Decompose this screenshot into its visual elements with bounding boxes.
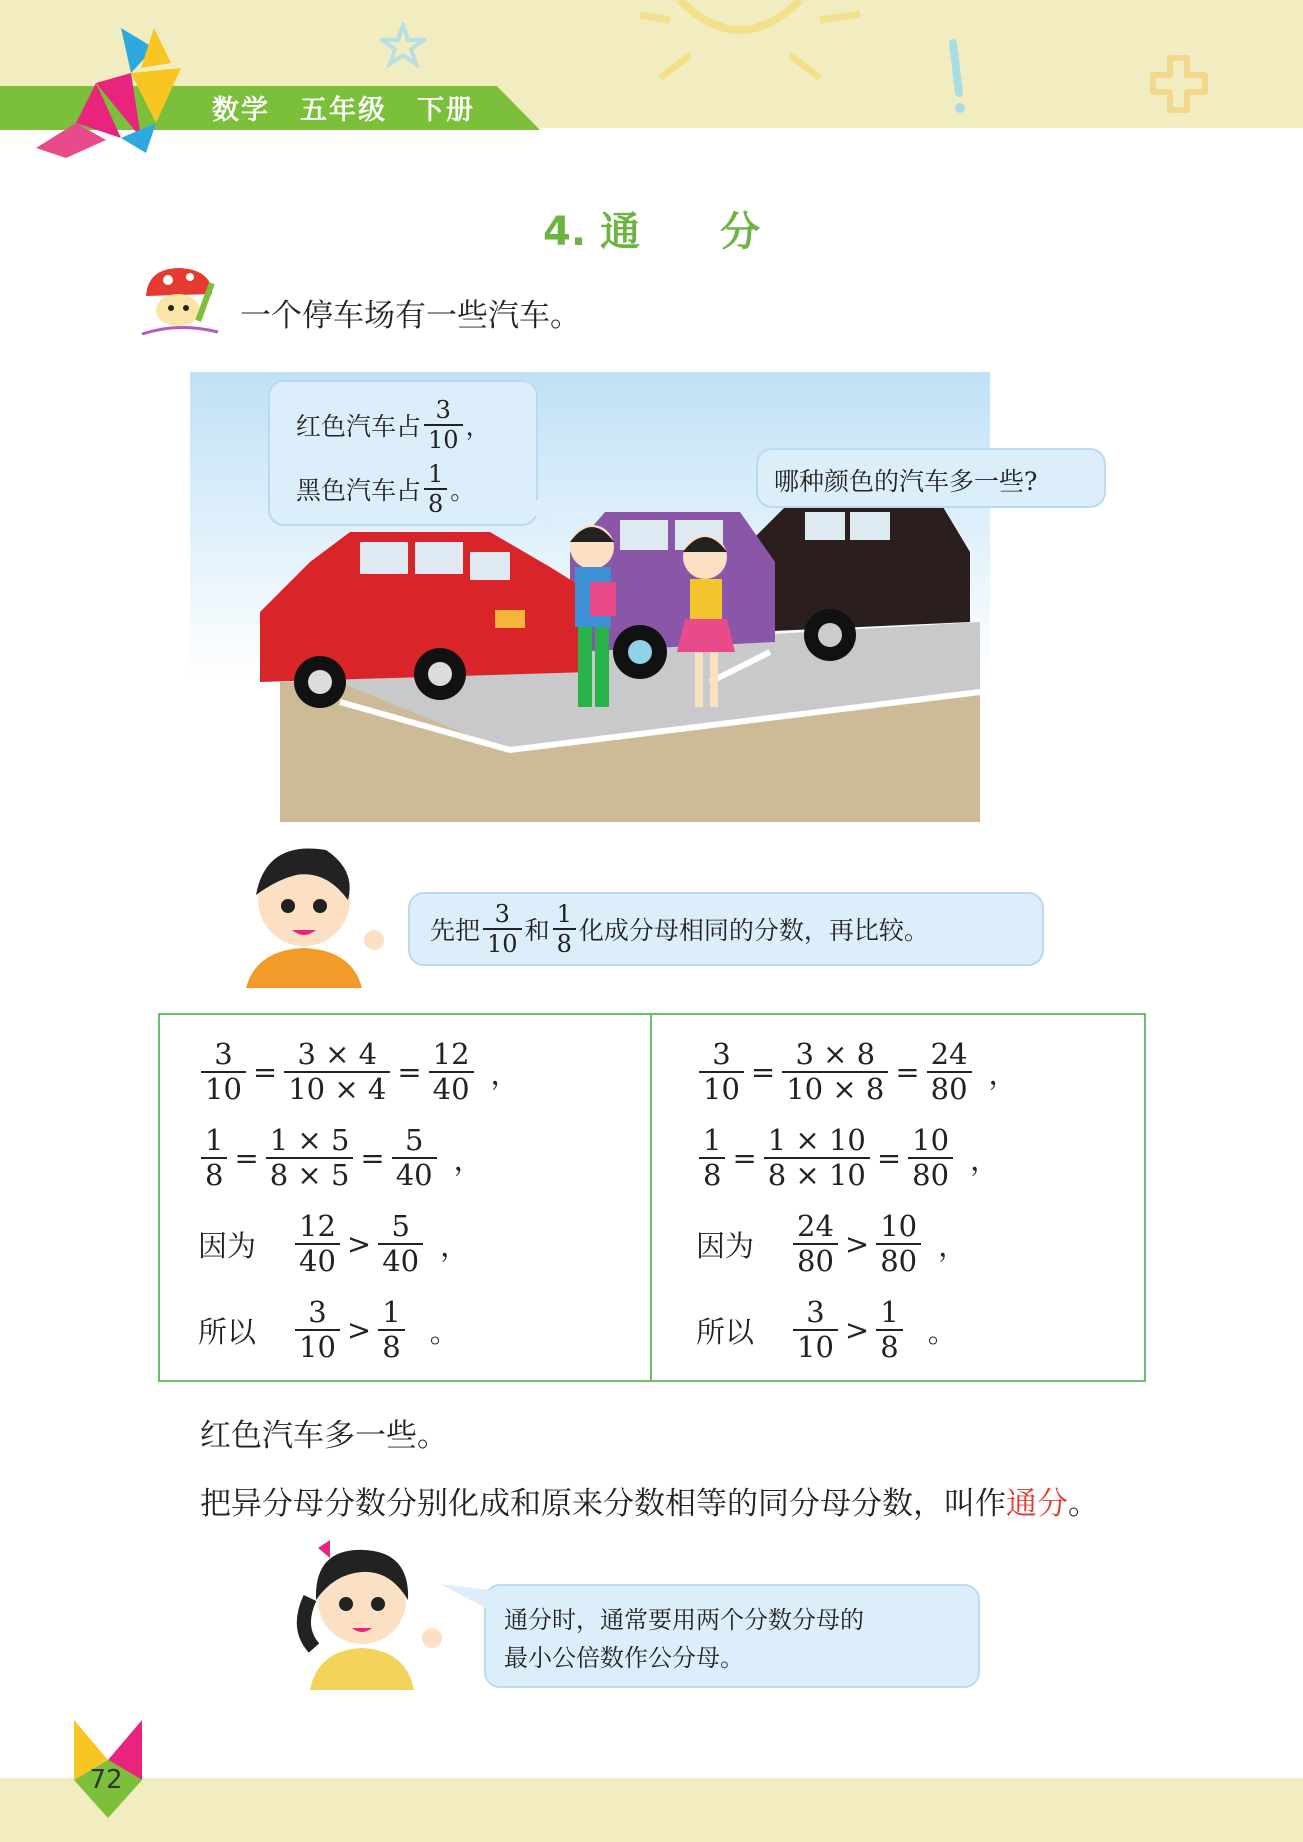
equals-sign: = — [252, 1055, 278, 1089]
fraction-1-8: $\frac{1}{8}$ — [553, 902, 576, 956]
fraction: $\frac{3}{10}$ — [699, 1040, 744, 1104]
right-row-4 — [696, 1295, 957, 1364]
speech-bubble-red-black — [268, 380, 538, 526]
speech-bubble-question — [756, 448, 1106, 508]
tangram-logo-icon — [36, 28, 186, 158]
therefore-label: 所以 — [696, 1314, 755, 1349]
because-label: 因为 — [198, 1228, 257, 1263]
section-title: 4. 通 分 — [543, 209, 760, 255]
left-row-3 — [198, 1209, 470, 1278]
bubble-line2-prefix: 黑色汽车占 — [296, 476, 422, 505]
girl-character-icon — [290, 1538, 450, 1690]
equals-sign: = — [360, 1141, 385, 1175]
left-row-2 — [198, 1123, 483, 1192]
exclamation-decoration-icon — [935, 38, 975, 118]
fraction: $\frac{1}{8}$ — [699, 1126, 725, 1190]
left-row-4 — [198, 1295, 459, 1364]
speech-bubble-girl — [484, 1584, 980, 1688]
fraction: $\frac{3}{10}$ — [793, 1298, 838, 1362]
fraction: $\frac{12}{40}$ — [295, 1212, 340, 1276]
fraction: $\frac{5}{40}$ — [392, 1126, 437, 1190]
row-end: ， — [440, 1228, 470, 1263]
right-row-2 — [696, 1123, 1000, 1192]
calculation-box-divider — [650, 1013, 652, 1382]
fraction: $\frac{10}{80}$ — [908, 1126, 953, 1190]
greater-than-sign: > — [844, 1313, 870, 1347]
fraction: $\frac{24}{80}$ — [927, 1040, 972, 1104]
question-text: 哪种颜色的汽车多一些? — [774, 467, 1038, 496]
fraction: $\frac{1}{8}$ — [201, 1126, 227, 1190]
sun-decoration-icon — [620, 0, 900, 80]
greater-than-sign: > — [844, 1227, 870, 1261]
fraction-1-8: $\frac{1}{8}$ — [424, 462, 447, 516]
fraction-3-10: $\frac{3}{10}$ — [483, 902, 522, 956]
header-text — [212, 88, 505, 127]
footer-band — [0, 1778, 1303, 1842]
fraction: $\frac{1}{8}$ — [378, 1298, 404, 1362]
row-end: 。 — [927, 1314, 957, 1349]
row-end: ， — [490, 1056, 520, 1091]
equals-sign: = — [732, 1141, 757, 1175]
fraction: $\frac{1 \times 5}{8 \times 5}$ — [266, 1126, 354, 1190]
definition-end: 。 — [1068, 1486, 1099, 1522]
bubble-line1-prefix: 红色汽车占 — [296, 412, 422, 441]
greater-than-sign: > — [346, 1227, 372, 1261]
tip-line-2: 最小公倍数作公分母。 — [504, 1644, 744, 1672]
fraction: $\frac{1}{8}$ — [876, 1298, 902, 1362]
star-decoration-icon — [380, 22, 426, 68]
fraction: $\frac{3}{10}$ — [295, 1298, 340, 1362]
bubble-tail — [520, 500, 560, 540]
right-row-3 — [696, 1209, 968, 1278]
row-end: ， — [970, 1142, 1000, 1177]
equals-sign: = — [234, 1141, 259, 1175]
fraction: $\frac{1 \times 10}{8 \times 10}$ — [764, 1126, 870, 1190]
boy-suffix: 化成分母相同的分数，再比较。 — [578, 916, 929, 945]
plus-decoration-icon — [1145, 50, 1215, 120]
equals-sign: = — [876, 1141, 902, 1175]
definition-body: 把异分母分数分别化成和原来分数相等的同分母分数，叫作 — [200, 1486, 1006, 1522]
conclusion-text: 红色汽车多一些。 — [200, 1418, 448, 1454]
intro-text: 一个停车场有一些汽车。 — [240, 298, 581, 334]
fraction: $\frac{3}{10}$ — [201, 1040, 246, 1104]
fraction: $\frac{24}{80}$ — [793, 1212, 838, 1276]
bubble-tail — [440, 1584, 490, 1614]
fraction: $\frac{3 \times 8}{10 \times 8}$ — [782, 1040, 888, 1104]
fraction: $\frac{3 \times 4}{10 \times 4}$ — [284, 1040, 390, 1104]
equals-sign: = — [750, 1055, 776, 1089]
bubble-line2-suffix: 。 — [450, 476, 476, 505]
because-label: 因为 — [696, 1228, 755, 1263]
row-end: ， — [453, 1142, 483, 1177]
row-end: 。 — [429, 1314, 459, 1349]
fraction: $\frac{10}{80}$ — [876, 1212, 921, 1276]
header-volume: 下册 — [417, 95, 475, 126]
greater-than-sign: > — [346, 1313, 372, 1347]
fraction: $\frac{12}{40}$ — [429, 1040, 474, 1104]
fraction: $\frac{5}{40}$ — [378, 1212, 423, 1276]
fraction-3-10: $\frac{3}{10}$ — [424, 398, 463, 452]
definition-term: 通分 — [1006, 1486, 1068, 1522]
therefore-label: 所以 — [198, 1314, 257, 1349]
speech-bubble-boy — [408, 892, 1044, 966]
row-end: ， — [938, 1228, 968, 1263]
row-end: ， — [988, 1056, 1018, 1091]
definition-text — [200, 1478, 1099, 1523]
boy-prefix: 先把 — [430, 916, 481, 945]
right-row-1 — [696, 1037, 1018, 1106]
boy-character-icon — [236, 840, 386, 988]
mushroom-mascot-icon — [138, 262, 222, 338]
equals-sign: = — [895, 1055, 920, 1089]
equals-sign: = — [397, 1055, 422, 1089]
boy-mid: 和 — [524, 916, 550, 945]
header-subject: 数学 — [212, 95, 270, 126]
bubble-line1-suffix: ， — [465, 412, 491, 441]
page-number: 72 — [89, 1765, 123, 1795]
tip-line-1: 通分时，通常要用两个分数分母的 — [504, 1606, 864, 1634]
header-grade: 五年级 — [300, 95, 387, 126]
left-row-1 — [198, 1037, 520, 1106]
